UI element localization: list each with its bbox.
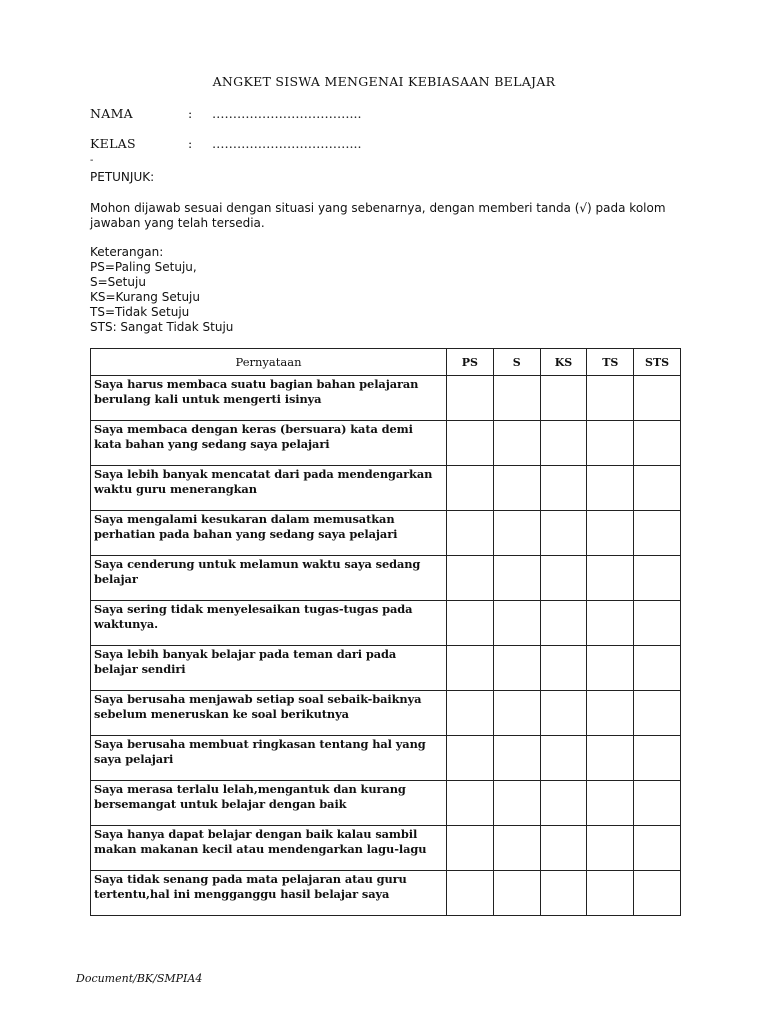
legend-heading: Keterangan: [90, 245, 164, 259]
answer-cell-s[interactable] [493, 691, 540, 736]
answer-cell-sts[interactable] [634, 646, 681, 691]
class-field-separator: : [188, 136, 193, 151]
table-row [91, 421, 681, 466]
answer-cell-ps[interactable] [447, 691, 494, 736]
option-header-ks: KS [540, 349, 587, 376]
answer-cell-sts[interactable] [634, 376, 681, 421]
answer-cell-ks[interactable] [540, 691, 587, 736]
instructions-heading: PETUNJUK: [90, 170, 155, 184]
answer-cell-s[interactable] [493, 376, 540, 421]
document-title: ANGKET SISWA MENGENAI KEBIASAAN BELAJAR [212, 74, 556, 89]
statement-cell: Saya tidak senang pada mata pelajaran atau guru tertentu,hal ini mengganggu hasil belajar saya [91, 871, 447, 916]
answer-cell-ts[interactable] [587, 646, 634, 691]
answer-cell-sts[interactable] [634, 691, 681, 736]
name-field-label: NAMA [90, 106, 133, 121]
answer-cell-s[interactable] [493, 466, 540, 511]
statement-cell: Saya merasa terlalu lelah,mengantuk dan kurang bersemangat untuk belajar dengan baik [91, 781, 447, 826]
answer-cell-s[interactable] [493, 736, 540, 781]
instructions-text: Mohon dijawab sesuai dengan situasi yang sebenarnya, dengan memberi tanda (√) pada kolom jawaban yang telah tersedia. [90, 201, 666, 230]
table-row [91, 376, 681, 421]
answer-cell-s[interactable] [493, 826, 540, 871]
class-field-blank: ……………………………... [212, 136, 362, 151]
table-header-row [91, 349, 681, 376]
answer-cell-ts[interactable] [587, 736, 634, 781]
answer-cell-sts[interactable] [634, 736, 681, 781]
answer-cell-ps[interactable] [447, 376, 494, 421]
answer-cell-ts[interactable] [587, 601, 634, 646]
table-row [91, 826, 681, 871]
legend-item: S=Setuju [90, 275, 146, 289]
answer-cell-ks[interactable] [540, 466, 587, 511]
option-header-sts: STS [634, 349, 681, 376]
answer-cell-s[interactable] [493, 601, 540, 646]
option-header-s: S [493, 349, 540, 376]
answer-cell-sts[interactable] [634, 826, 681, 871]
table-row [91, 601, 681, 646]
answer-cell-ks[interactable] [540, 826, 587, 871]
answer-cell-sts[interactable] [634, 466, 681, 511]
table-row [91, 646, 681, 691]
statement-cell: Saya sering tidak menyelesaikan tugas-tugas pada waktunya. [91, 601, 447, 646]
statement-cell: Saya lebih banyak mencatat dari pada mendengarkan waktu guru menerangkan [91, 466, 447, 511]
statement-cell: Saya hanya dapat belajar dengan baik kalau sambil makan makanan kecil atau mendengarkan lagu-lagu [91, 826, 447, 871]
option-header-ts: TS [587, 349, 634, 376]
table-row [91, 691, 681, 736]
table-row [91, 466, 681, 511]
statement-cell: Saya berusaha menjawab setiap soal sebaik-baiknya sebelum meneruskan ke soal berikutnya [91, 691, 447, 736]
answer-cell-ts[interactable] [587, 556, 634, 601]
option-header-ps: PS [447, 349, 494, 376]
table-row [91, 736, 681, 781]
legend-item: STS: Sangat Tidak Stuju [90, 320, 234, 334]
statement-cell: Saya harus membaca suatu bagian bahan pelajaran berulang kali untuk mengerti isinya [91, 376, 447, 421]
answer-cell-ps[interactable] [447, 601, 494, 646]
answer-cell-s[interactable] [493, 646, 540, 691]
statement-cell: Saya membaca dengan keras (bersuara) kata demi kata bahan yang sedang saya pelajari [91, 421, 447, 466]
answer-cell-s[interactable] [493, 781, 540, 826]
class-field-label: KELAS [90, 136, 136, 151]
answer-cell-sts[interactable] [634, 601, 681, 646]
answer-cell-ps[interactable] [447, 781, 494, 826]
survey-table [90, 348, 681, 916]
answer-cell-ts[interactable] [587, 691, 634, 736]
document-footer: Document/BK/SMPIA4 [76, 972, 203, 985]
answer-cell-ts[interactable] [587, 871, 634, 916]
answer-cell-ks[interactable] [540, 601, 587, 646]
table-row [91, 871, 681, 916]
answer-cell-ps[interactable] [447, 511, 494, 556]
stray-mark: - [90, 155, 94, 166]
legend-item: KS=Kurang Setuju [90, 290, 200, 304]
answer-cell-sts[interactable] [634, 556, 681, 601]
answer-cell-ps[interactable] [447, 871, 494, 916]
table-row [91, 781, 681, 826]
answer-cell-ts[interactable] [587, 826, 634, 871]
answer-cell-ts[interactable] [587, 376, 634, 421]
answer-cell-ps[interactable] [447, 646, 494, 691]
answer-cell-ks[interactable] [540, 781, 587, 826]
statement-cell: Saya lebih banyak belajar pada teman dari pada belajar sendiri [91, 646, 447, 691]
answer-cell-ks[interactable] [540, 556, 587, 601]
answer-cell-ps[interactable] [447, 466, 494, 511]
answer-cell-ps[interactable] [447, 826, 494, 871]
answer-cell-sts[interactable] [634, 871, 681, 916]
answer-cell-ks[interactable] [540, 376, 587, 421]
legend-item: TS=Tidak Setuju [90, 305, 190, 319]
survey-table-body [91, 376, 681, 916]
answer-cell-ts[interactable] [587, 421, 634, 466]
answer-cell-ps[interactable] [447, 421, 494, 466]
table-row [91, 511, 681, 556]
answer-cell-s[interactable] [493, 511, 540, 556]
answer-cell-sts[interactable] [634, 421, 681, 466]
answer-cell-ks[interactable] [540, 871, 587, 916]
answer-cell-ks[interactable] [540, 646, 587, 691]
answer-cell-s[interactable] [493, 871, 540, 916]
table-row [91, 556, 681, 601]
answer-cell-ps[interactable] [447, 736, 494, 781]
answer-cell-s[interactable] [493, 556, 540, 601]
answer-cell-ps[interactable] [447, 556, 494, 601]
name-field-blank: ……………………………... [212, 106, 362, 121]
answer-cell-sts[interactable] [634, 511, 681, 556]
statement-cell: Saya mengalami kesukaran dalam memusatkan perhatian pada bahan yang sedang saya pelajari [91, 511, 447, 556]
answer-cell-ts[interactable] [587, 511, 634, 556]
legend-item: PS=Paling Setuju, [90, 260, 197, 274]
answer-cell-ks[interactable] [540, 736, 587, 781]
answer-cell-sts[interactable] [634, 781, 681, 826]
legend [90, 245, 233, 335]
statement-column-header: Pernyataan [91, 349, 447, 376]
name-field-separator: : [188, 106, 193, 121]
statement-cell: Saya berusaha membuat ringkasan tentang hal yang saya pelajari [91, 736, 447, 781]
answer-cell-s[interactable] [493, 421, 540, 466]
answer-cell-ks[interactable] [540, 511, 587, 556]
answer-cell-ts[interactable] [587, 781, 634, 826]
answer-cell-ts[interactable] [587, 466, 634, 511]
answer-cell-ks[interactable] [540, 421, 587, 466]
statement-cell: Saya cenderung untuk melamun waktu saya sedang belajar [91, 556, 447, 601]
